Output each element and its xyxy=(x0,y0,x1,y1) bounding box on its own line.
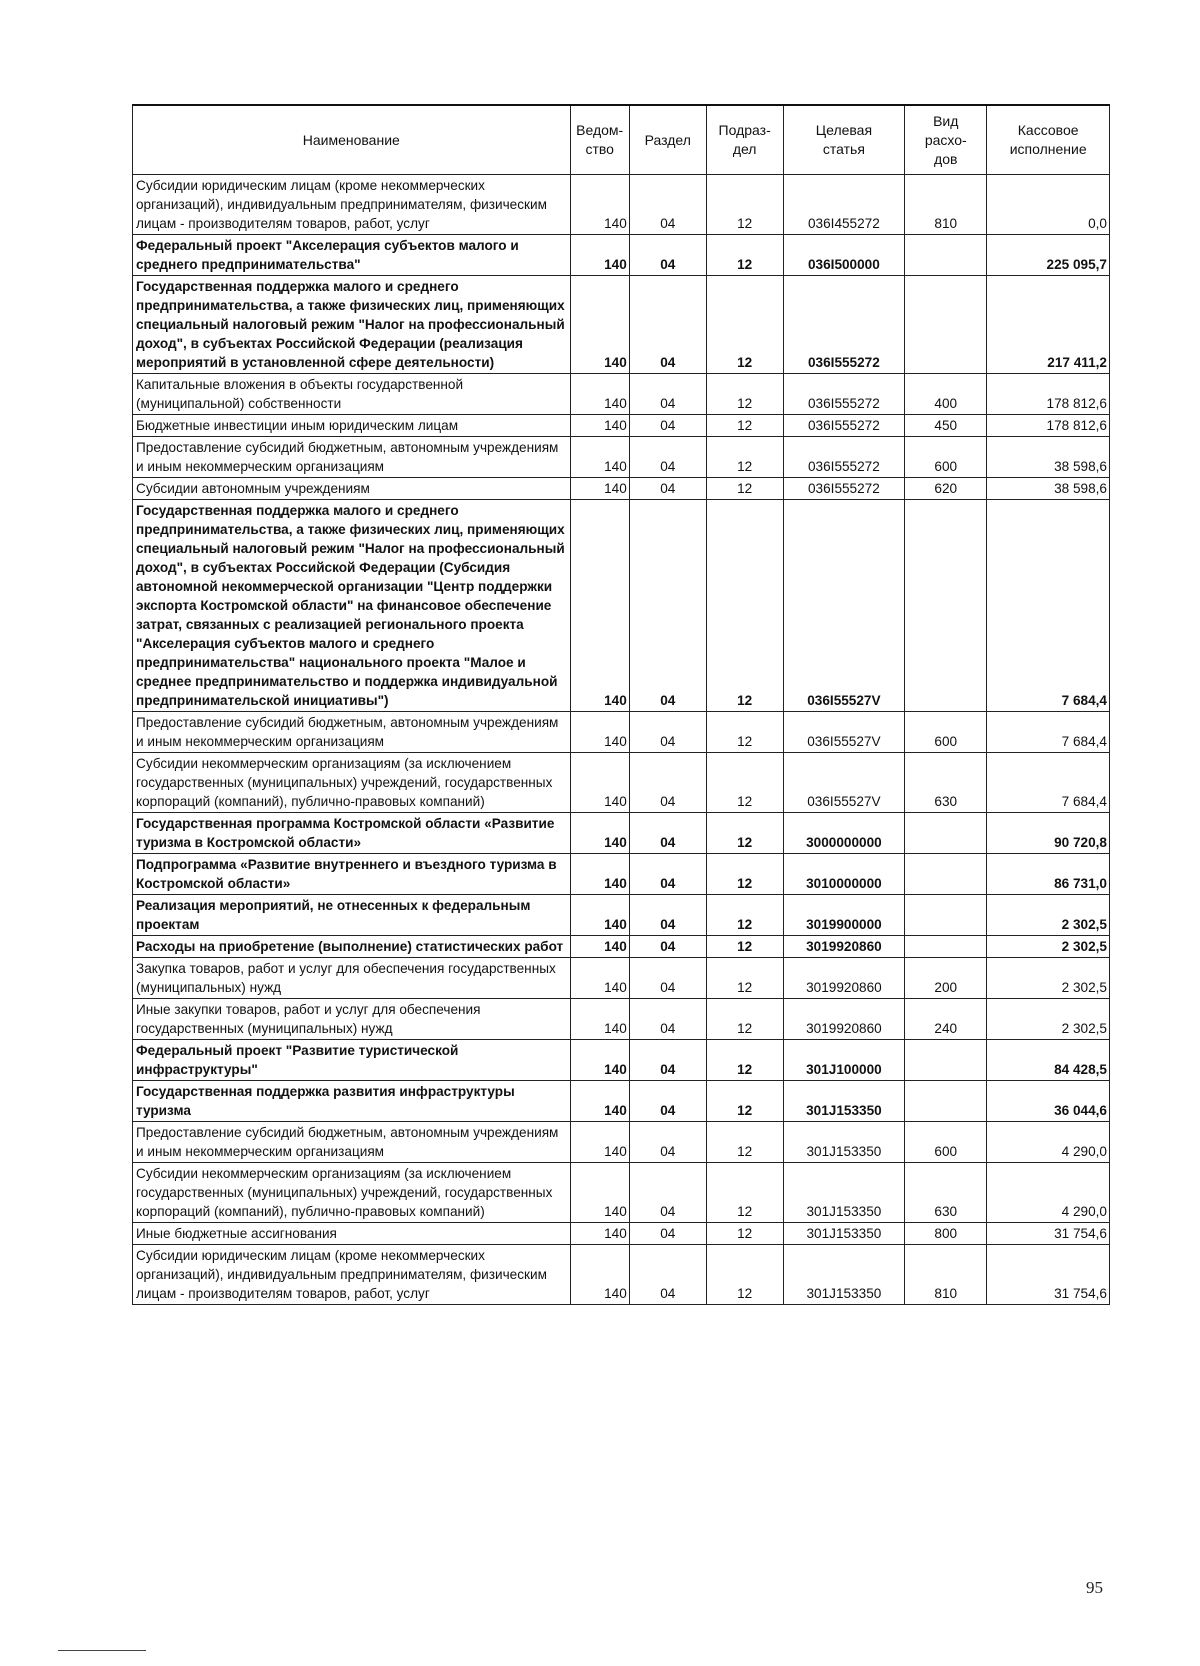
table-row xyxy=(133,1223,1110,1245)
cell-kassovoe-ispolnenie: 31 754,6 xyxy=(987,1245,1110,1305)
cell-celevaya-statya: 3019920860 xyxy=(783,999,905,1040)
cell-vid-rashodov: 600 xyxy=(905,437,987,478)
cell-razdel: 04 xyxy=(629,437,706,478)
cell-vid-rashodov: 600 xyxy=(905,1122,987,1163)
cell-kassovoe-ispolnenie: 7 684,4 xyxy=(987,500,1110,712)
cell-vedomstvo: 140 xyxy=(570,1245,629,1305)
cell-celevaya-statya: 301J153350 xyxy=(783,1245,905,1305)
cell-vid-rashodov xyxy=(905,500,987,712)
cell-kassovoe-ispolnenie: 4 290,0 xyxy=(987,1122,1110,1163)
cell-kassovoe-ispolnenie: 7 684,4 xyxy=(987,753,1110,813)
cell-kassovoe-ispolnenie: 178 812,6 xyxy=(987,415,1110,437)
footer-divider xyxy=(58,1650,146,1651)
cell-vedomstvo: 140 xyxy=(570,1223,629,1245)
cell-vedomstvo: 140 xyxy=(570,1081,629,1122)
cell-name: Закупка товаров, работ и услуг для обеспечения государственных (муниципальных) нужд xyxy=(133,958,571,999)
cell-name: Предоставление субсидий бюджетным, автономным учреждениям и иным некоммерческим организациям xyxy=(133,712,571,753)
cell-razdel: 04 xyxy=(629,1040,706,1081)
cell-vid-rashodov: 800 xyxy=(905,1223,987,1245)
cell-name: Государственная поддержка малого и среднего предпринимательства, а также физических лиц, применяющих специальный налоговый режим "Налог на профессиональный доход", в субъектах Российской Федерации (Субсидия автономной некоммерческой организации "Центр поддержки экспорта Костромской области" на финансовое обеспечение затрат, связанных с реализацией регионального проекта "Акселерация субъектов малого и среднего предпринимательства" национального проекта "Малое и среднее предпринимательство и поддержка индивидуальной предпринимательской инициативы") xyxy=(133,500,571,712)
cell-razdel: 04 xyxy=(629,854,706,895)
cell-kassovoe-ispolnenie: 38 598,6 xyxy=(987,437,1110,478)
table-row xyxy=(133,712,1110,753)
cell-vid-rashodov xyxy=(905,854,987,895)
cell-name: Субсидии некоммерческим организациям (за исключением государственных (муниципальных) учреждений, государственных корпораций (компаний), публично-правовых компаний) xyxy=(133,1163,571,1223)
cell-podrazdel: 12 xyxy=(706,895,783,936)
cell-kassovoe-ispolnenie: 217 411,2 xyxy=(987,276,1110,374)
cell-name: Подпрограмма «Развитие внутреннего и въездного туризма в Костромской области» xyxy=(133,854,571,895)
table-row xyxy=(133,500,1110,712)
cell-vid-rashodov xyxy=(905,813,987,854)
cell-name: Федеральный проект "Развитие туристической инфраструктуры" xyxy=(133,1040,571,1081)
cell-celevaya-statya: 301J153350 xyxy=(783,1122,905,1163)
cell-razdel: 04 xyxy=(629,478,706,500)
cell-razdel: 04 xyxy=(629,276,706,374)
cell-podrazdel: 12 xyxy=(706,936,783,958)
cell-celevaya-statya: 301J153350 xyxy=(783,1223,905,1245)
cell-razdel: 04 xyxy=(629,1223,706,1245)
cell-vedomstvo: 140 xyxy=(570,895,629,936)
cell-name: Субсидии юридическим лицам (кроме некоммерческих организаций), индивидуальным предпринимателям, физическим лицам - производителям товаров, работ, услуг xyxy=(133,1245,571,1305)
header-vid-rashodov: Вид расхо- дов xyxy=(905,105,987,175)
cell-name: Иные закупки товаров, работ и услуг для обеспечения государственных (муниципальных) нужд xyxy=(133,999,571,1040)
cell-podrazdel: 12 xyxy=(706,753,783,813)
cell-razdel: 04 xyxy=(629,895,706,936)
cell-vid-rashodov xyxy=(905,276,987,374)
cell-name: Государственная программа Костромской области «Развитие туризма в Костромской области» xyxy=(133,813,571,854)
cell-celevaya-statya: 3010000000 xyxy=(783,854,905,895)
cell-name: Субсидии автономным учреждениям xyxy=(133,478,571,500)
cell-kassovoe-ispolnenie: 2 302,5 xyxy=(987,936,1110,958)
cell-name: Капитальные вложения в объекты государственной (муниципальной) собственности xyxy=(133,374,571,415)
cell-razdel: 04 xyxy=(629,712,706,753)
table-row xyxy=(133,276,1110,374)
header-celevaya-statya: Целевая статья xyxy=(783,105,905,175)
cell-vedomstvo: 140 xyxy=(570,1163,629,1223)
cell-razdel: 04 xyxy=(629,958,706,999)
cell-kassovoe-ispolnenie: 2 302,5 xyxy=(987,958,1110,999)
cell-podrazdel: 12 xyxy=(706,813,783,854)
table-row xyxy=(133,753,1110,813)
cell-vedomstvo: 140 xyxy=(570,500,629,712)
cell-vedomstvo: 140 xyxy=(570,854,629,895)
cell-kassovoe-ispolnenie: 90 720,8 xyxy=(987,813,1110,854)
cell-vid-rashodov: 810 xyxy=(905,175,987,235)
cell-name: Федеральный проект "Акселерация субъектов малого и среднего предпринимательства" xyxy=(133,235,571,276)
header-row xyxy=(133,105,1110,175)
cell-vid-rashodov xyxy=(905,1081,987,1122)
cell-vid-rashodov: 450 xyxy=(905,415,987,437)
cell-vedomstvo: 140 xyxy=(570,415,629,437)
table-row xyxy=(133,1040,1110,1081)
cell-vid-rashodov xyxy=(905,895,987,936)
budget-execution-table xyxy=(132,104,1110,1305)
cell-razdel: 04 xyxy=(629,1081,706,1122)
cell-vid-rashodov: 240 xyxy=(905,999,987,1040)
cell-podrazdel: 12 xyxy=(706,712,783,753)
cell-vedomstvo: 140 xyxy=(570,1040,629,1081)
table-row xyxy=(133,1081,1110,1122)
cell-podrazdel: 12 xyxy=(706,235,783,276)
cell-podrazdel: 12 xyxy=(706,500,783,712)
cell-celevaya-statya: 301J100000 xyxy=(783,1040,905,1081)
cell-vedomstvo: 140 xyxy=(570,276,629,374)
cell-vid-rashodov: 810 xyxy=(905,1245,987,1305)
cell-vid-rashodov: 630 xyxy=(905,1163,987,1223)
cell-celevaya-statya: 036I455272 xyxy=(783,175,905,235)
cell-celevaya-statya: 036I500000 xyxy=(783,235,905,276)
cell-razdel: 04 xyxy=(629,1122,706,1163)
cell-podrazdel: 12 xyxy=(706,958,783,999)
cell-kassovoe-ispolnenie: 7 684,4 xyxy=(987,712,1110,753)
cell-vid-rashodov: 630 xyxy=(905,753,987,813)
cell-vedomstvo: 140 xyxy=(570,712,629,753)
cell-podrazdel: 12 xyxy=(706,437,783,478)
cell-podrazdel: 12 xyxy=(706,1040,783,1081)
cell-celevaya-statya: 3000000000 xyxy=(783,813,905,854)
cell-podrazdel: 12 xyxy=(706,1245,783,1305)
header-razdel: Раздел xyxy=(629,105,706,175)
cell-vid-rashodov xyxy=(905,235,987,276)
cell-vedomstvo: 140 xyxy=(570,958,629,999)
cell-celevaya-statya: 036I555272 xyxy=(783,437,905,478)
cell-kassovoe-ispolnenie: 38 598,6 xyxy=(987,478,1110,500)
cell-name: Расходы на приобретение (выполнение) статистических работ xyxy=(133,936,571,958)
cell-razdel: 04 xyxy=(629,415,706,437)
cell-celevaya-statya: 036I55527V xyxy=(783,712,905,753)
cell-podrazdel: 12 xyxy=(706,478,783,500)
cell-vedomstvo: 140 xyxy=(570,936,629,958)
cell-vedomstvo: 140 xyxy=(570,753,629,813)
cell-vid-rashodov: 600 xyxy=(905,712,987,753)
cell-name: Иные бюджетные ассигнования xyxy=(133,1223,571,1245)
cell-podrazdel: 12 xyxy=(706,1223,783,1245)
table-row xyxy=(133,936,1110,958)
cell-podrazdel: 12 xyxy=(706,415,783,437)
cell-vedomstvo: 140 xyxy=(570,437,629,478)
cell-podrazdel: 12 xyxy=(706,1122,783,1163)
cell-razdel: 04 xyxy=(629,500,706,712)
header-vedomstvo: Ведом- ство xyxy=(570,105,629,175)
cell-kassovoe-ispolnenie: 86 731,0 xyxy=(987,854,1110,895)
cell-kassovoe-ispolnenie: 225 095,7 xyxy=(987,235,1110,276)
table-body xyxy=(133,175,1110,1305)
table-row xyxy=(133,958,1110,999)
cell-name: Реализация мероприятий, не отнесенных к федеральным проектам xyxy=(133,895,571,936)
cell-celevaya-statya: 3019920860 xyxy=(783,936,905,958)
table-row xyxy=(133,895,1110,936)
cell-razdel: 04 xyxy=(629,1163,706,1223)
header-podrazdel: Подраз- дел xyxy=(706,105,783,175)
cell-celevaya-statya: 301J153350 xyxy=(783,1081,905,1122)
cell-celevaya-statya: 301J153350 xyxy=(783,1163,905,1223)
table-row xyxy=(133,1245,1110,1305)
table-row xyxy=(133,999,1110,1040)
cell-kassovoe-ispolnenie: 4 290,0 xyxy=(987,1163,1110,1223)
header-kassovoe-ispolnenie: Кассовое исполнение xyxy=(987,105,1110,175)
cell-kassovoe-ispolnenie: 31 754,6 xyxy=(987,1223,1110,1245)
cell-kassovoe-ispolnenie: 0,0 xyxy=(987,175,1110,235)
cell-razdel: 04 xyxy=(629,936,706,958)
cell-vedomstvo: 140 xyxy=(570,813,629,854)
cell-vedomstvo: 140 xyxy=(570,1122,629,1163)
cell-razdel: 04 xyxy=(629,175,706,235)
table-row xyxy=(133,415,1110,437)
cell-podrazdel: 12 xyxy=(706,854,783,895)
cell-celevaya-statya: 036I555272 xyxy=(783,276,905,374)
cell-celevaya-statya: 3019920860 xyxy=(783,958,905,999)
cell-podrazdel: 12 xyxy=(706,1081,783,1122)
header-name: Наименование xyxy=(133,105,571,175)
cell-vid-rashodov xyxy=(905,936,987,958)
table-row xyxy=(133,437,1110,478)
table-row xyxy=(133,478,1110,500)
cell-razdel: 04 xyxy=(629,374,706,415)
cell-razdel: 04 xyxy=(629,1245,706,1305)
cell-celevaya-statya: 036I555272 xyxy=(783,478,905,500)
cell-celevaya-statya: 036I555272 xyxy=(783,374,905,415)
cell-kassovoe-ispolnenie: 84 428,5 xyxy=(987,1040,1110,1081)
cell-razdel: 04 xyxy=(629,753,706,813)
cell-celevaya-statya: 036I55527V xyxy=(783,753,905,813)
cell-celevaya-statya: 3019900000 xyxy=(783,895,905,936)
cell-razdel: 04 xyxy=(629,999,706,1040)
cell-podrazdel: 12 xyxy=(706,999,783,1040)
cell-podrazdel: 12 xyxy=(706,276,783,374)
cell-podrazdel: 12 xyxy=(706,175,783,235)
cell-kassovoe-ispolnenie: 36 044,6 xyxy=(987,1081,1110,1122)
cell-name: Государственная поддержка развития инфраструктуры туризма xyxy=(133,1081,571,1122)
cell-vid-rashodov xyxy=(905,1040,987,1081)
table-row xyxy=(133,813,1110,854)
table-row xyxy=(133,1163,1110,1223)
table-header xyxy=(133,105,1110,175)
cell-podrazdel: 12 xyxy=(706,374,783,415)
cell-name: Государственная поддержка малого и среднего предпринимательства, а также физических лиц, применяющих специальный налоговый режим "Налог на профессиональный доход", в субъектах Российской Федерации (реализация мероприятий в установленной сфере деятельности) xyxy=(133,276,571,374)
cell-celevaya-statya: 036I55527V xyxy=(783,500,905,712)
cell-vid-rashodov: 200 xyxy=(905,958,987,999)
page-number: 95 xyxy=(1086,1578,1103,1597)
table-row xyxy=(133,854,1110,895)
cell-name: Предоставление субсидий бюджетным, автономным учреждениям и иным некоммерческим организациям xyxy=(133,1122,571,1163)
cell-name: Предоставление субсидий бюджетным, автономным учреждениям и иным некоммерческим организациям xyxy=(133,437,571,478)
cell-celevaya-statya: 036I555272 xyxy=(783,415,905,437)
cell-vedomstvo: 140 xyxy=(570,999,629,1040)
cell-name: Субсидии юридическим лицам (кроме некоммерческих организаций), индивидуальным предпринимателям, физическим лицам - производителям товаров, работ, услуг xyxy=(133,175,571,235)
cell-vedomstvo: 140 xyxy=(570,175,629,235)
cell-vedomstvo: 140 xyxy=(570,478,629,500)
cell-name: Субсидии некоммерческим организациям (за исключением государственных (муниципальных) учреждений, государственных корпораций (компаний), публично-правовых компаний) xyxy=(133,753,571,813)
table-row xyxy=(133,175,1110,235)
cell-razdel: 04 xyxy=(629,235,706,276)
cell-kassovoe-ispolnenie: 2 302,5 xyxy=(987,895,1110,936)
cell-name: Бюджетные инвестиции иным юридическим лицам xyxy=(133,415,571,437)
table-row xyxy=(133,235,1110,276)
cell-razdel: 04 xyxy=(629,813,706,854)
cell-kassovoe-ispolnenie: 2 302,5 xyxy=(987,999,1110,1040)
table-row xyxy=(133,1122,1110,1163)
table-row xyxy=(133,374,1110,415)
cell-kassovoe-ispolnenie: 178 812,6 xyxy=(987,374,1110,415)
cell-vedomstvo: 140 xyxy=(570,235,629,276)
cell-vid-rashodov: 620 xyxy=(905,478,987,500)
cell-vedomstvo: 140 xyxy=(570,374,629,415)
cell-podrazdel: 12 xyxy=(706,1163,783,1223)
cell-vid-rashodov: 400 xyxy=(905,374,987,415)
